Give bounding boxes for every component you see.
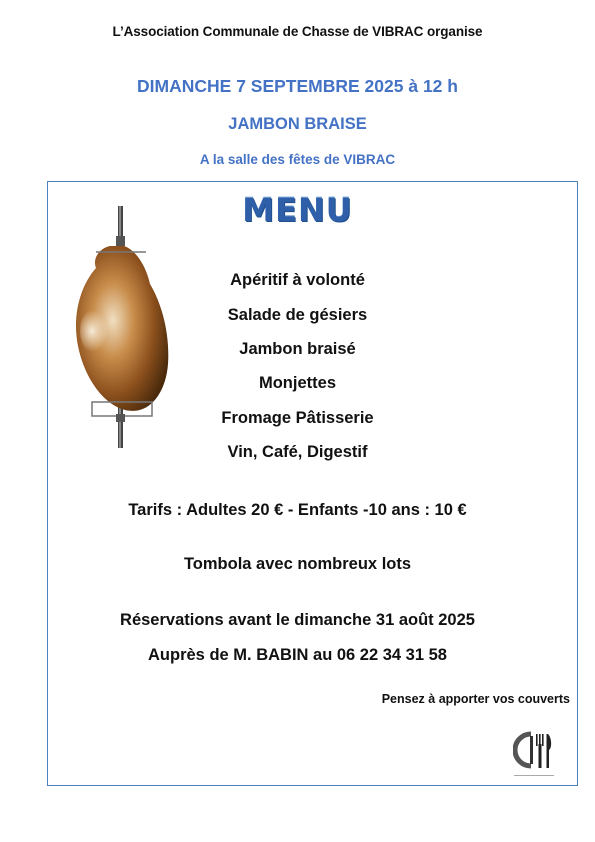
cutlery-icon xyxy=(513,728,555,772)
menu-item: Salade de gésiers xyxy=(227,306,368,324)
menu-item: Fromage Pâtisserie xyxy=(221,409,374,427)
menu-item: Vin, Café, Digestif xyxy=(227,443,368,461)
contact-line: Auprès de M. BABIN au 06 22 34 31 58 xyxy=(148,646,447,664)
price-line: Tarifs : Adultes 20 € - Enfants -10 ans : 10 € xyxy=(128,501,467,519)
cutlery-note: Pensez à apporter vos couverts xyxy=(381,692,570,706)
menu-heading: MENU xyxy=(0,190,595,228)
menu-item: Jambon braisé xyxy=(239,340,356,358)
raffle-line: Tombola avec nombreux lots xyxy=(183,555,412,573)
event-title: JAMBON BRAISE xyxy=(228,115,367,133)
event-date: DIMANCHE 7 SEPTEMBRE 2025 à 12 h xyxy=(137,76,458,96)
event-venue: A la salle des fêtes de VIBRAC xyxy=(199,152,396,167)
menu-item: Monjettes xyxy=(258,374,336,392)
logo-caption-decoration xyxy=(514,774,554,777)
organizer-line: L’Association Communale de Chasse de VIBRAC organise xyxy=(112,24,483,39)
reservation-line: Réservations avant le dimanche 31 août 2025 xyxy=(120,611,475,629)
menu-item: Apéritif à volonté xyxy=(230,271,365,289)
